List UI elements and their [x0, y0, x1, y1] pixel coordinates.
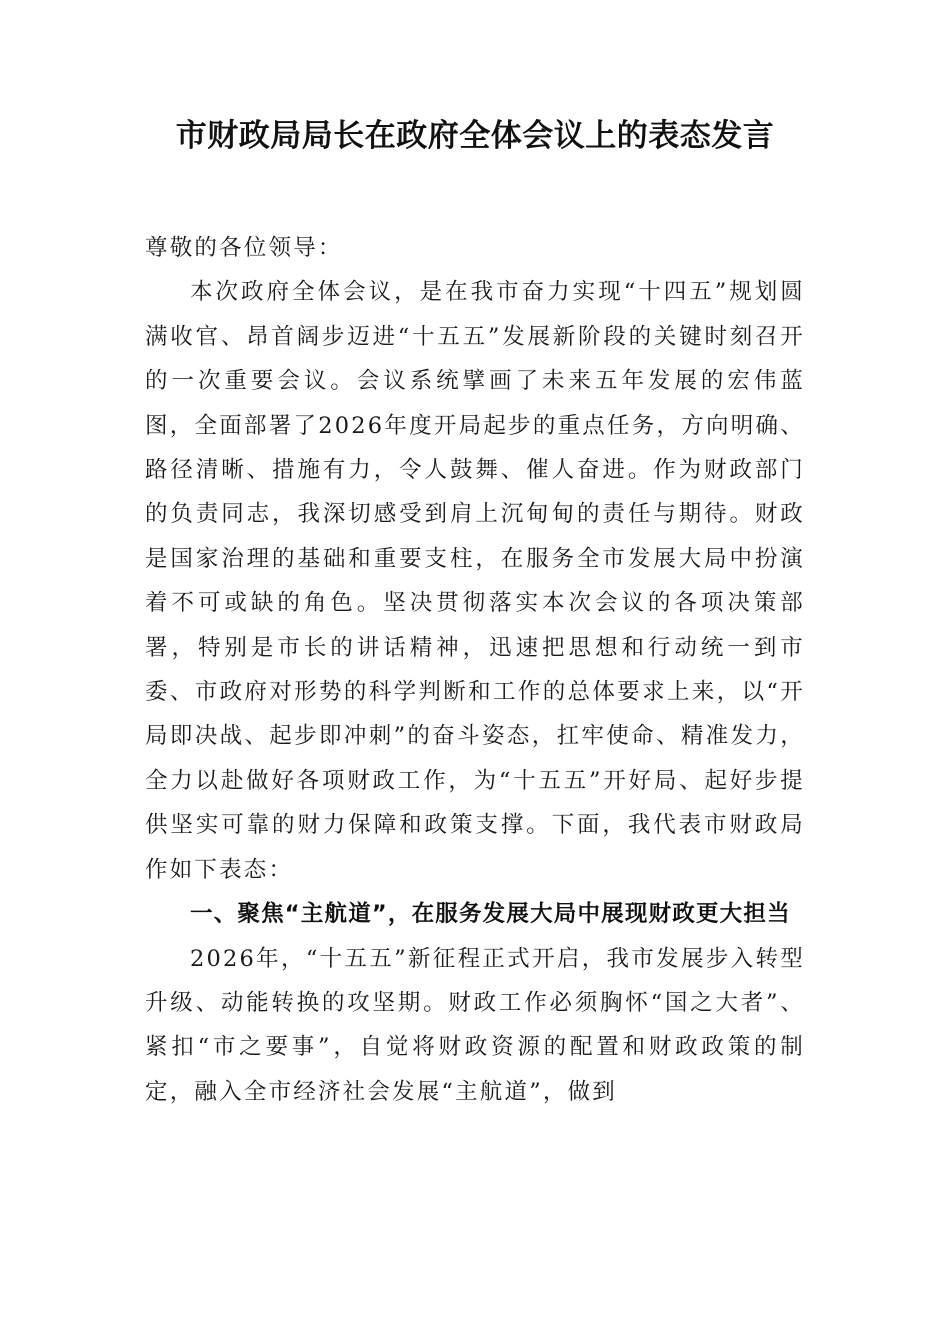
- section-heading: 一、聚焦“主航道”，在服务发展大局中展现财政更大担当: [190, 901, 791, 928]
- section-paragraph: 2026年，“十五五”新征程正式开启，我市发展步入转型升级、动能转换的攻坚期。财政工作必须胸怀“国之大者”、紧扣“市之要事”，自觉将财政资源的配置和财政政策的制定，融入全市经济社会发展“主航道”，做到: [145, 945, 805, 1105]
- intro-paragraph: 本次政府全体会议，是在我市奋力实现“十四五”规划圆满收官、昂首阔步迈进“十五五”发展新阶段的关键时刻召开的一次重要会议。会议系统擘画了未来五年发展的宏伟蓝图，全面部署了2026年度开局起步的重点任务，方向明确、路径清晰、措施有力，令人鼓舞、催人奋进。作为财政部门的负责同志，我深切感受到肩上沉甸甸的责任与期待。财政是国家治理的基础和重要支柱，在服务全市发展大局中扮演着不可或缺的角色。坚决贯彻落实本次会议的各项决策部署，特别是市长的讲话精神，迅速把思想和行动统一到市委、市政府对形势的科学判断和工作的总体要求上来，以“开局即决战、起步即冲刺”的奋斗姿态，扛牢使命、精准发力，全力以赴做好各项财政工作，为“十五五”开好局、起好步提供坚实可靠的财力保障和政策支撑。下面，我代表市财政局作如下表态：: [145, 279, 805, 883]
- document-body: [145, 226, 805, 1114]
- salutation: 尊敬的各位领导：: [145, 235, 343, 261]
- document-title: 市财政局局长在政府全体会议上的表态发言: [175, 118, 775, 154]
